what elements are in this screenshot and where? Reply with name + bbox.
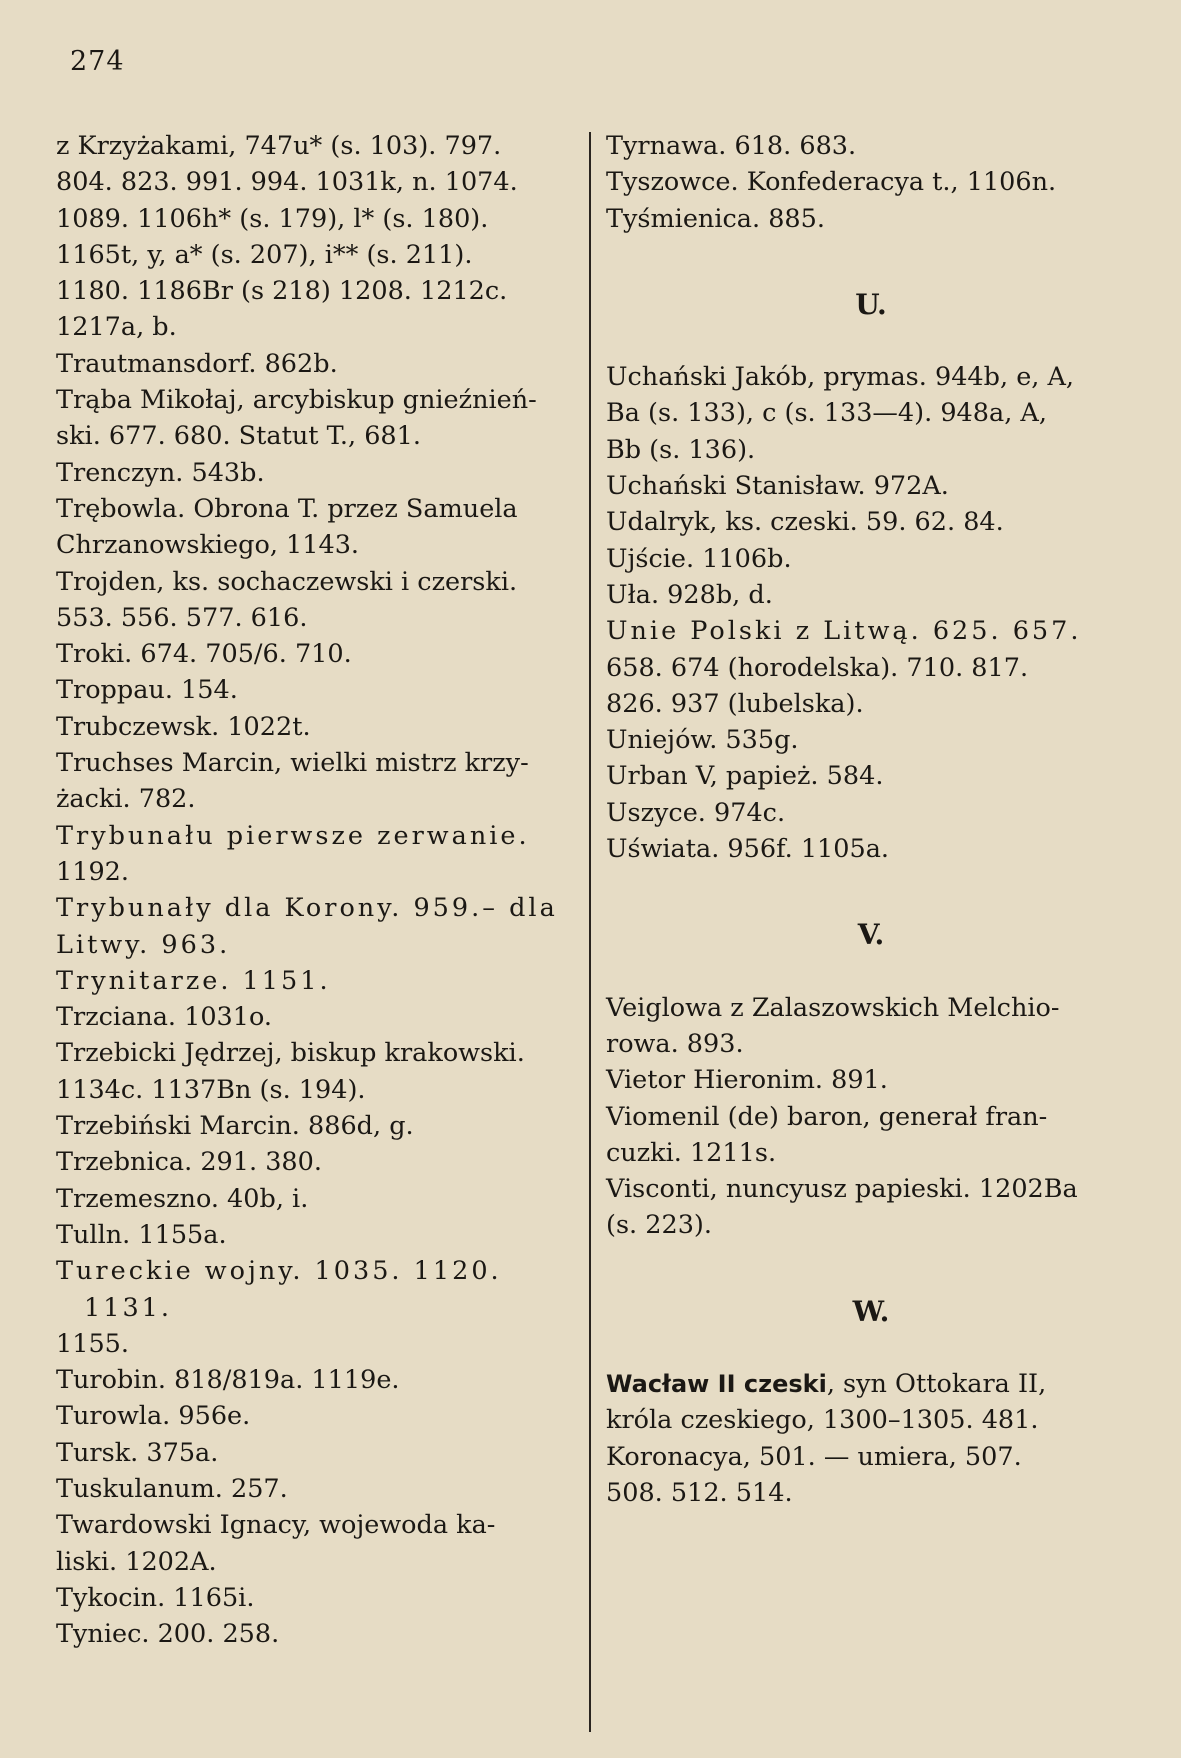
t-entries (606, 128, 1136, 237)
index-entry (56, 455, 574, 491)
entry-line: Ba (s. 133), c (s. 133—4). 948a, A, (606, 398, 1047, 429)
u-entries (606, 359, 1136, 867)
spacer (606, 867, 1136, 917)
index-entry (56, 128, 574, 346)
section-heading-v: V. (857, 918, 885, 952)
index-entry (56, 963, 574, 999)
entry-line: Tursk. 375a. (56, 1437, 219, 1468)
entry-line: (s. 223). (606, 1210, 712, 1241)
entry-line: Tureckie wojny. 1035. 1120. 1131. (56, 1256, 502, 1323)
index-entry (606, 541, 1136, 577)
spacer (606, 1330, 1136, 1366)
entry-line: Trynitarze. 1151. (56, 965, 331, 996)
entry-line: Tulln. 1155a. (56, 1219, 227, 1250)
index-entry (606, 468, 1136, 504)
entry-line: Trzebicki Jędrzej, biskup krakowski. (56, 1038, 525, 1069)
entry-line: 1165t, y, a* (s. 207), i** (s. 211). (56, 239, 473, 270)
index-entry (56, 636, 574, 672)
entry-line: Trybunały dla Korony. 959.– dla (56, 893, 558, 924)
entry-line: 1180. 1186Br (s 218) 1208. 1212c. (56, 276, 508, 307)
index-entry (606, 1171, 1136, 1244)
entry-line: Trzebnica. 291. 380. (56, 1147, 322, 1178)
entry-line: żacki. 782. (56, 784, 196, 815)
entry-line: cuzki. 1211s. (606, 1137, 777, 1168)
index-entry (606, 1099, 1136, 1172)
entry-line: Troki. 674. 705/6. 710. (56, 639, 352, 670)
index-entry (56, 491, 574, 564)
entry-line: Trębowla. Obrona T. przez Samuela (56, 493, 518, 524)
entry-line: Troppau. 154. (56, 675, 238, 706)
entry-line: Tyśmienica. 885. (606, 203, 825, 234)
index-entry (606, 1366, 1136, 1511)
index-entry (606, 990, 1136, 1063)
index-entry (606, 577, 1136, 613)
index-entry (606, 164, 1136, 200)
index-entry (56, 1471, 574, 1507)
index-entry (56, 1616, 574, 1652)
index-entry (606, 722, 1136, 758)
spacer (606, 954, 1136, 990)
entry-line: Truchses Marcin, wielki mistrz krzy- (56, 748, 529, 779)
column-divider (589, 132, 591, 1732)
entry-line: Litwy. 963. (56, 929, 231, 960)
entry-line: Bb (s. 136). (606, 434, 756, 465)
entry-line: Trzebiński Marcin. 886d, g. (56, 1111, 414, 1142)
index-entry (56, 818, 574, 891)
entry-headword: Wacław II czeski (606, 1370, 827, 1399)
index-entry (606, 831, 1136, 867)
entry-line: Turowla. 956e. (56, 1401, 251, 1432)
entry-line: Tyniec. 200. 258. (56, 1619, 280, 1650)
entry-line: Twardowski Ignacy, wojewoda ka- (56, 1510, 496, 1541)
entry-line: Wacław II czeski, syn Ottokara II, (606, 1369, 1047, 1400)
spacer (606, 323, 1136, 359)
entry-line: 1089. 1106h* (s. 179), l* (s. 180). (56, 203, 489, 234)
spacer (606, 237, 1136, 287)
index-entry (606, 758, 1136, 794)
entry-line: 1155. (56, 1328, 130, 1359)
entry-line: króla czeskiego, 1300–1305. 481. (606, 1405, 1039, 1436)
entry-line: ski. 677. 680. Statut T., 681. (56, 421, 421, 452)
index-entry (56, 1253, 574, 1362)
index-entry (56, 1580, 574, 1616)
index-entry (606, 504, 1136, 540)
entry-line: Trzemeszno. 40b, i. (56, 1183, 309, 1214)
entry-line: z Krzyżakami, 747u* (s. 103). 797. (56, 131, 502, 161)
entry-line: Tyszowce. Konfederacya t., 1106n. (606, 167, 1057, 198)
index-entry (56, 1144, 574, 1180)
index-entry (56, 346, 574, 382)
index-entry (56, 999, 574, 1035)
section-heading-w: W. (852, 1294, 890, 1328)
index-entry (606, 613, 1136, 722)
index-entry (56, 745, 574, 818)
entry-line: Trenczyn. 543b. (56, 457, 265, 488)
section-heading-u: U. (855, 287, 887, 321)
index-entry (56, 1035, 574, 1108)
entry-line: Veiglowa z Zalaszowskich Melchio- (606, 992, 1060, 1023)
entry-line: Unie Polski z Litwą. 625. 657. (606, 616, 1082, 647)
v-entries (606, 990, 1136, 1244)
index-entry (606, 359, 1136, 468)
entry-line: 658. 674 (horodelska). 710. 817. (606, 652, 1029, 683)
entry-line: Koronacya, 501. — umiera, 507. (606, 1441, 1022, 1472)
index-entry (606, 795, 1136, 831)
entry-line: rowa. 893. (606, 1028, 744, 1059)
entry-line: Uchański Jakób, prymas. 944b, e, A, (606, 362, 1075, 393)
entry-line: Uła. 928b, d. (606, 579, 773, 610)
right-column (606, 128, 1136, 1511)
spacer (606, 1244, 1136, 1294)
entry-line: Uchański Stanisław. 972A. (606, 471, 949, 502)
entry-line: 553. 556. 577. 616. (56, 602, 308, 633)
entry-line: Tuskulanum. 257. (56, 1473, 288, 1504)
index-entry (56, 890, 574, 963)
entry-line: Uniejów. 535g. (606, 725, 799, 756)
entry-line: Urban V, papież. 584. (606, 761, 884, 792)
entry-line: Udalryk, ks. czeski. 59. 62. 84. (606, 507, 1004, 538)
index-entry (56, 1398, 574, 1434)
index-entry (606, 1062, 1136, 1098)
index-entry (56, 1362, 574, 1398)
entry-line: Trąba Mikołaj, arcybiskup gnieźnień- (56, 385, 537, 416)
entry-line: Tykocin. 1165i. (56, 1582, 255, 1613)
index-entry (56, 564, 574, 637)
w-entries (606, 1366, 1136, 1511)
entry-line: Uświata. 956f. 1105a. (606, 834, 890, 865)
index-entry (56, 382, 574, 455)
index-entry (56, 672, 574, 708)
entry-line: Trojden, ks. sochaczewski i czerski. (56, 566, 518, 597)
entry-line: Tyrnawa. 618. 683. (606, 131, 857, 161)
entry-line: Visconti, nuncyusz papieski. 1202Ba (606, 1174, 1078, 1205)
entry-line: Ujście. 1106b. (606, 543, 792, 574)
entry-line: Chrzanowskiego, 1143. (56, 530, 360, 561)
left-column (56, 128, 574, 1652)
entry-line: Uszyce. 974c. (606, 797, 786, 828)
index-entry (56, 709, 574, 745)
entry-line: Trybunału pierwsze zerwanie. (56, 820, 530, 851)
entry-line: liski. 1202A. (56, 1546, 217, 1577)
entry-line: 804. 823. 991. 994. 1031k, n. 1074. (56, 167, 518, 198)
index-entry (606, 201, 1136, 237)
index-entry (56, 1181, 574, 1217)
entry-line: Trzciana. 1031o. (56, 1002, 273, 1033)
entry-line: 1134c. 1137Bn (s. 194). (56, 1074, 366, 1105)
entry-line: 508. 512. 514. (606, 1477, 793, 1508)
entry-line: 1217a, b. (56, 312, 177, 343)
entry-line: Trubczewsk. 1022t. (56, 711, 311, 742)
index-entry (56, 1217, 574, 1253)
index-entry (56, 1507, 574, 1580)
entry-line: Trautmansdorf. 862b. (56, 348, 338, 379)
entry-line: Vietor Hieronim. 891. (606, 1065, 888, 1096)
entry-line: 1192. (56, 856, 130, 887)
entry-line: Turobin. 818/819a. 1119e. (56, 1365, 400, 1396)
index-entry (56, 1108, 574, 1144)
index-entry (56, 1435, 574, 1471)
page-number: 274 (70, 46, 125, 77)
entry-line: Viomenil (de) baron, generał fran- (606, 1101, 1048, 1132)
index-entry (606, 128, 1136, 164)
entry-line: 826. 937 (lubelska). (606, 688, 864, 719)
